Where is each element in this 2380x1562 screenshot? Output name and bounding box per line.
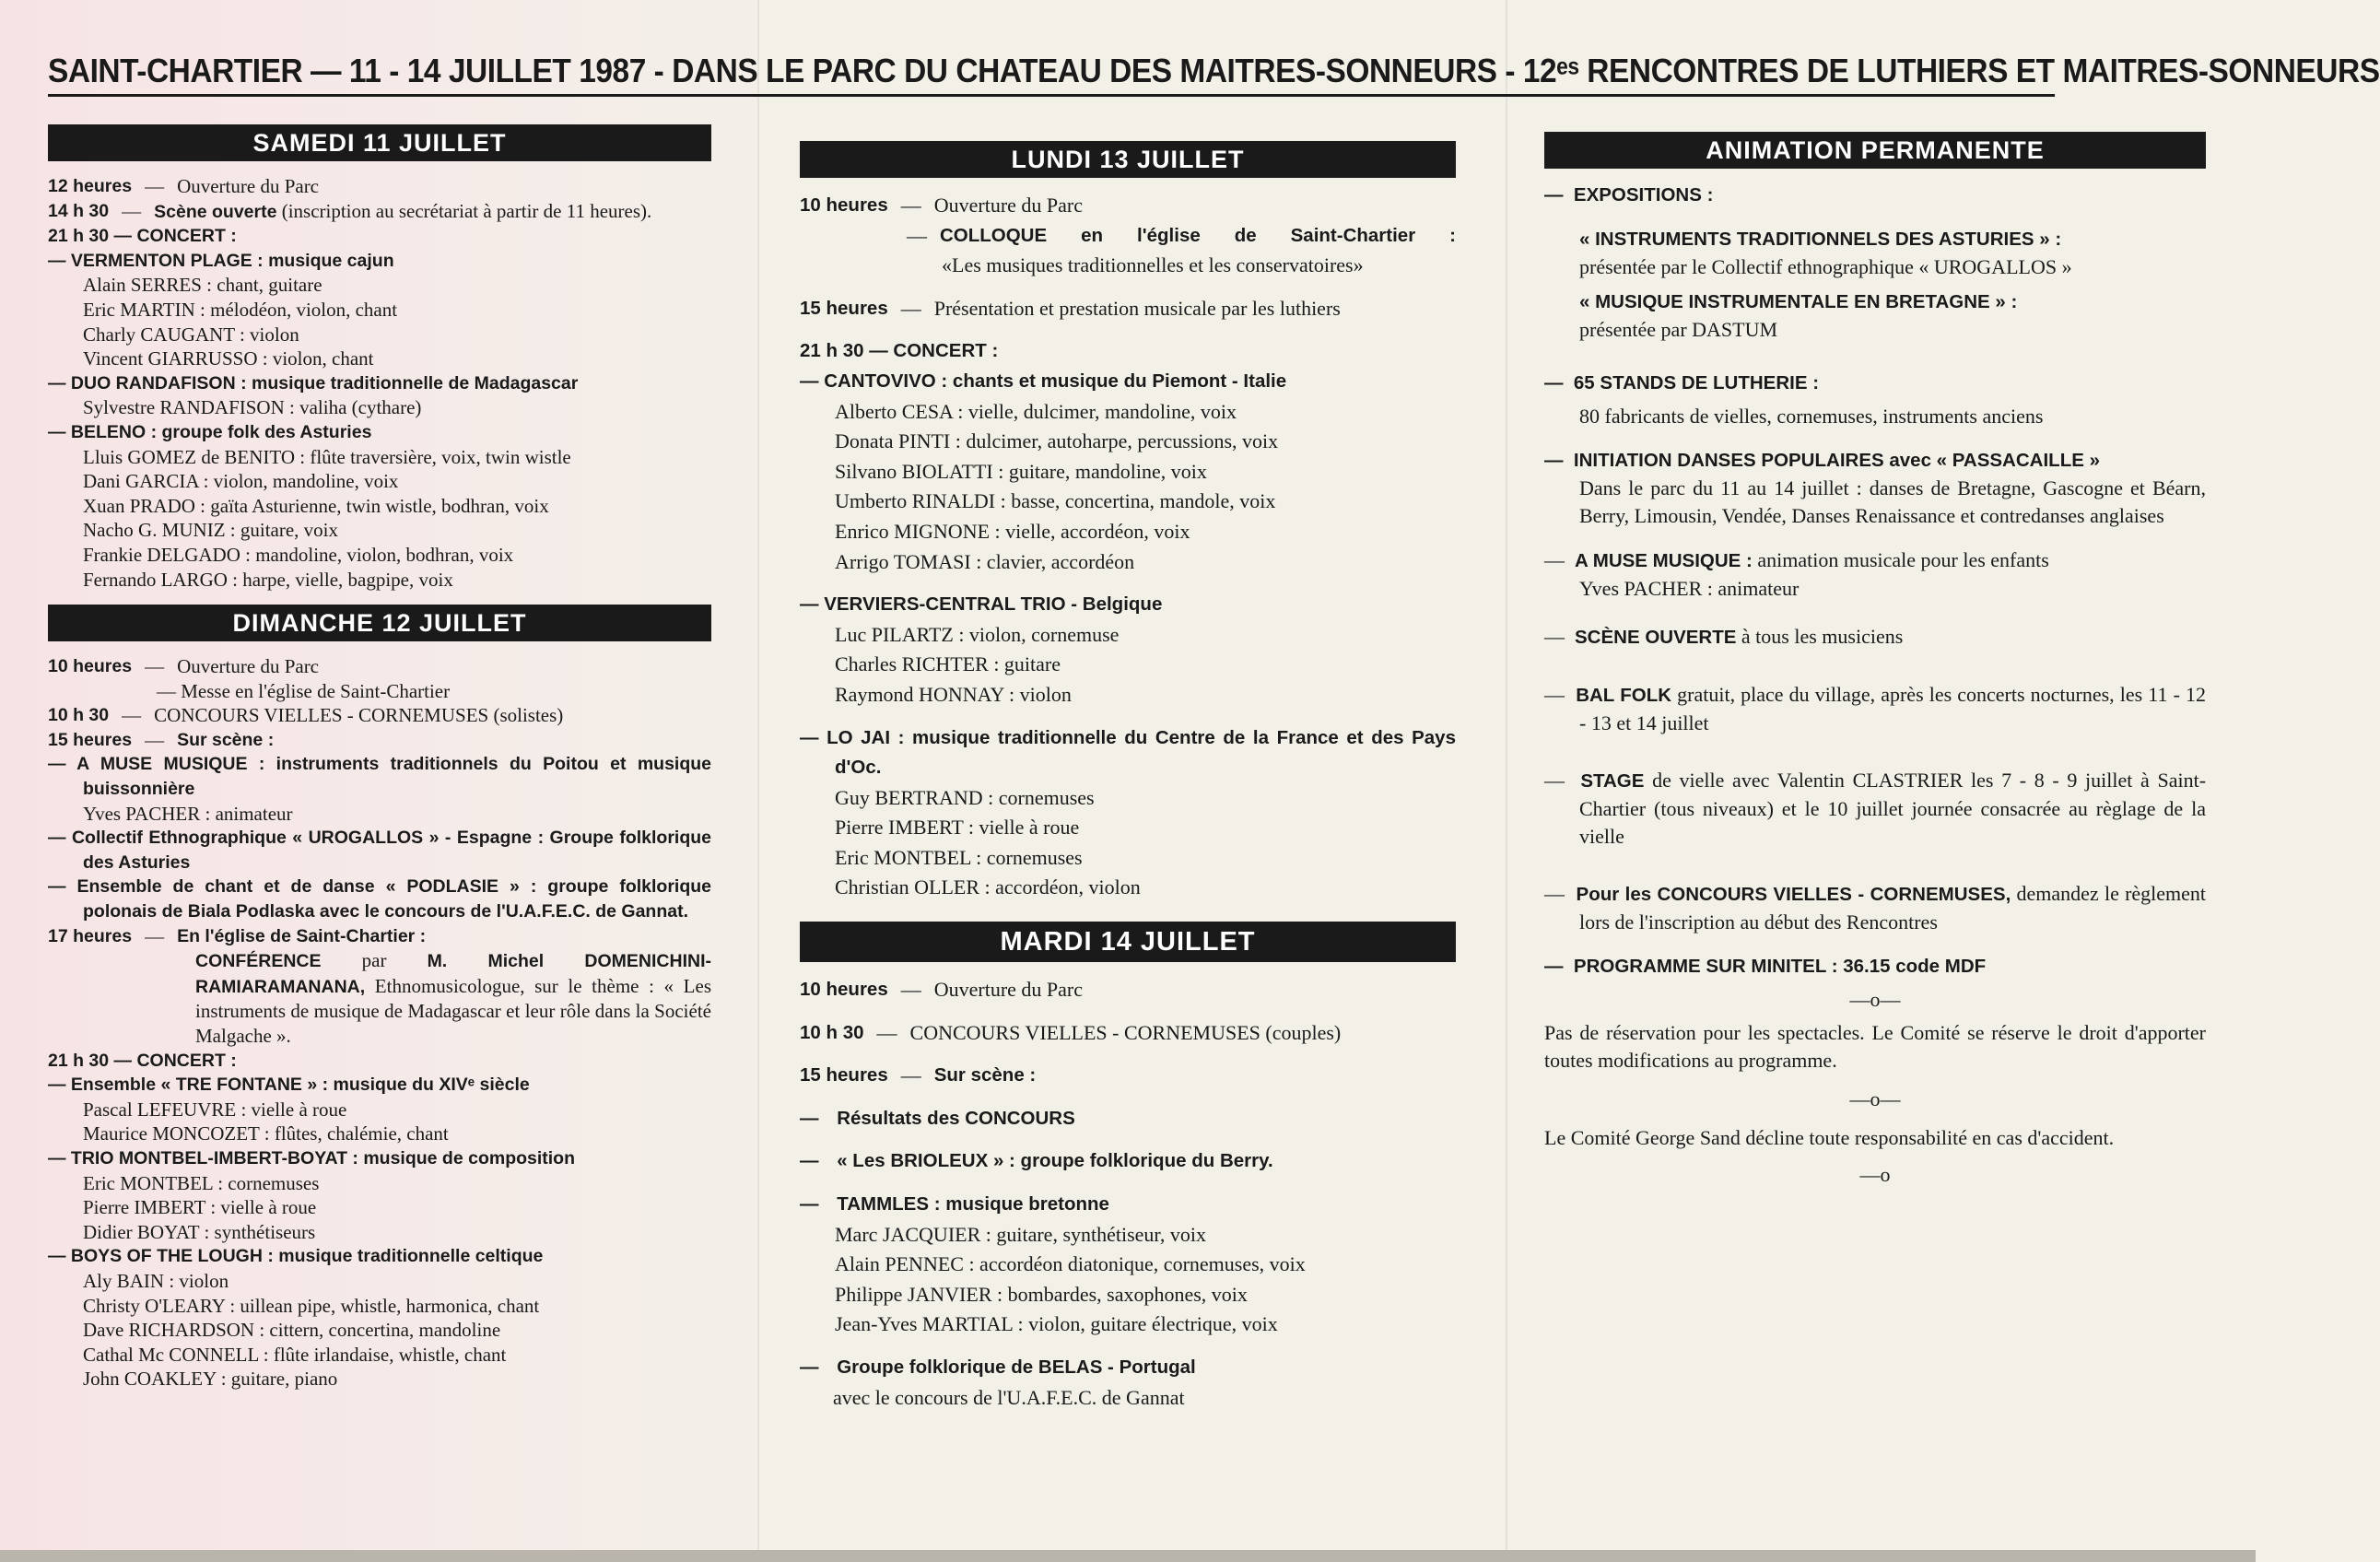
lundi-banner: LUNDI 13 JUILLET [800, 141, 1456, 178]
schedule-line: — Messe en l'église de Saint-Chartier [157, 679, 451, 702]
samedi-banner: SAMEDI 11 JUILLET [48, 124, 711, 161]
group-title: — DUO RANDAFISON : musique traditionnelle de Madagascar [48, 372, 579, 393]
group-title: — LO JAI : musique traditionnelle du Centre de la France et des Pays d'Oc. [800, 726, 1456, 779]
member: Enrico MIGNONE : vielle, accordéon, voix [835, 519, 1190, 543]
column-lundi-mardi [800, 122, 1456, 1549]
colloque: — COLLOQUE en l'église de Saint-Chartier : «Les musiques traditionnelles et les conservatoires» [907, 223, 1456, 277]
member: Jean-Yves MARTIAL : violon, guitare électrique, voix [835, 1312, 1278, 1336]
fold-line [1506, 0, 1507, 1562]
schedule-line: 15 heures — Présentation et prestation musicale par les luthiers [800, 296, 1341, 320]
column-animation [1544, 122, 2206, 1549]
member: Pascal LEFEUVRE : vielle à roue [83, 1098, 347, 1121]
member: Arrigo TOMASI : clavier, accordéon [835, 549, 1135, 573]
member: Maurice MONCOZET : flûtes, chalémie, chant [83, 1122, 449, 1145]
group-title: — TAMMLES : musique bretonne [800, 1193, 1109, 1216]
expo-title: « MUSIQUE INSTRUMENTALE EN BRETAGNE » : [1579, 291, 2018, 312]
group-title: — Résultats des CONCOURS [800, 1107, 1075, 1129]
member: Charles RICHTER : guitare [835, 652, 1061, 676]
scan-edge [0, 1550, 2256, 1562]
member: Raymond HONNAY : violon [835, 682, 1072, 706]
page-header: SAINT-CHARTIER — 11 - 14 JUILLET 1987 - DANS LE PARC DU CHATEAU DES MAITRES-SONNEURS - 12ᵉˢ RENCONTRES DE LUTHIERS ET MAITRES-SONNEURS [48, 52, 2055, 97]
member: Dani GARCIA : violon, mandoline, voix [83, 470, 399, 493]
item-text: Yves PACHER : animateur [1579, 577, 1800, 600]
member: Donata PINTI : dulcimer, autoharpe, percussions, voix [835, 429, 1279, 453]
group-title: — CANTOVIVO : chants et musique du Piemont - Italie [800, 370, 1287, 392]
group-title: — A MUSE MUSIQUE : instruments traditionnels du Poitou et musique buissonnière [48, 754, 711, 800]
member: Lluis GOMEZ de BENITO : flûte traversière, voix, twin wistle [83, 445, 571, 468]
item-heading: — EXPOSITIONS : [1544, 184, 1714, 206]
member: Guy BERTRAND : cornemuses [835, 785, 1095, 809]
item-line: — SCÈNE OUVERTE à tous les musiciens [1544, 625, 1904, 648]
member: Christy O'LEARY : uillean pipe, whistle, harmonica, chant [83, 1294, 540, 1317]
schedule-line: 10 heures — Ouverture du Parc [800, 194, 1084, 217]
schedule-line: 10 heures — Ouverture du Parc [48, 655, 320, 678]
item-heading: — 65 STANDS DE LUTHERIE : [1544, 372, 1820, 393]
member: Vincent GIARRUSSO : violon, chant [83, 347, 374, 370]
notice-text: Pas de réservation pour les spectacles. Le Comité se réserve le droit d'apporter toutes modifications au programme. [1544, 1021, 2206, 1072]
item-line: — STAGE de vielle avec Valentin CLASTRIER les 7 - 8 - 9 juillet à Saint-Chartier (tous niveaux) et le 10 juillet journée consacrée au règlage de la vielle [1544, 769, 2207, 848]
member: Pierre IMBERT : vielle à roue [83, 1196, 317, 1219]
expo-text: présentée par le Collectif ethnographique « UROGALLOS » [1579, 255, 2072, 278]
separator: —o— [1849, 988, 1901, 1011]
member: Christian OLLER : accordéon, violon [835, 875, 1141, 899]
expo-text: présentée par DASTUM [1579, 318, 1778, 341]
schedule-line: 10 h 30 — CONCOURS VIELLES - CORNEMUSES (solistes) [48, 704, 564, 727]
member: Charly CAUGANT : violon [83, 323, 299, 346]
member: Didier BOYAT : synthétiseurs [83, 1220, 316, 1243]
member: John COAKLEY : guitare, piano [83, 1368, 338, 1391]
member: Dave RICHARDSON : cittern, concertina, mandoline [83, 1319, 501, 1342]
conference-text: CONFÉRENCE par M. Michel DOMENICHINI-RAMIARAMANANA, Ethnomusicologue, sur le thème : « Les instruments de musique de Madagascar et leur rôle dans la Société Malgache ». [195, 949, 712, 1047]
member: Philippe JANVIER : bombardes, saxophones, voix [835, 1282, 1248, 1306]
schedule-line: 15 heures — Sur scène : [48, 728, 275, 751]
member: Alain PENNEC : accordéon diatonique, cornemuses, voix [835, 1252, 1306, 1276]
group-title: — Ensemble de chant et de danse « PODLASIE » : groupe folklorique polonais de Biala Podlaska avec le concours de l'U.A.F.E.C. de Gannat. [48, 876, 712, 922]
item-text: 80 fabricants de vielles, cornemuses, instruments anciens [1579, 405, 2044, 428]
member: Eric MARTIN : mélodéon, violon, chant [83, 298, 398, 321]
item-text: Dans le parc du 11 au 14 juillet : danses de Bretagne, Gascogne et Béarn, Berry, Limousin, Vendée, Danses Renaissance et contredanses anglaises [1579, 476, 2206, 527]
member: Silvano BIOLATTI : guitare, mandoline, voix [835, 459, 1207, 483]
member: Frankie DELGADO : mandoline, violon, bodhran, voix [83, 543, 514, 566]
item-line: — Pour les CONCOURS VIELLES - CORNEMUSES, demandez le règlement lors de l'inscription au début des Rencontres [1544, 882, 2207, 934]
group-title: — BOYS OF THE LOUGH : musique traditionnelle celtique [48, 1246, 544, 1267]
schedule-line: 10 heures — Ouverture du Parc [800, 978, 1084, 1002]
group-title: — VERVIERS-CENTRAL TRIO - Belgique [800, 593, 1163, 616]
group-note: avec le concours de l'U.A.F.E.C. de Gannat [833, 1385, 1185, 1409]
member: Yves PACHER : animateur [83, 802, 293, 825]
member: Alberto CESA : vielle, dulcimer, mandoline, voix [835, 399, 1237, 423]
group-title: — Collectif Ethnographique « UROGALLOS » - Espagne : Groupe folklorique des Asturies [48, 828, 712, 873]
group-title: — TRIO MONTBEL-IMBERT-BOYAT : musique de composition [48, 1147, 576, 1169]
animation-banner: ANIMATION PERMANENTE [1544, 132, 2206, 169]
column-weekend [48, 122, 711, 1549]
member: Fernando LARGO : harpe, vielle, bagpipe, voix [83, 568, 453, 591]
separator: —o [1859, 1163, 1891, 1186]
schedule-line: 14 h 30 — Scène ouverte (inscription au secrétariat à partir de 11 heures). [48, 199, 652, 222]
schedule-line: 15 heures — Sur scène : [800, 1063, 1037, 1087]
member: Umberto RINALDI : basse, concertina, mandole, voix [835, 489, 1276, 513]
expo-title: « INSTRUMENTS TRADITIONNELS DES ASTURIES » : [1579, 229, 2062, 250]
group-title: — BELENO : groupe folk des Asturies [48, 421, 372, 442]
schedule-line: 10 h 30 — CONCOURS VIELLES - CORNEMUSES (couples) [800, 1020, 1342, 1044]
separator: —o— [1849, 1087, 1901, 1110]
concert-heading: 21 h 30 — CONCERT : [48, 226, 237, 247]
group-title: — Groupe folklorique de BELAS - Portugal [800, 1356, 1196, 1378]
group-title: — VERMENTON PLAGE : musique cajun [48, 250, 394, 271]
member: Xuan PRADO : gaïta Asturienne, twin wistle, bodhran, voix [83, 494, 549, 517]
item-heading: — INITIATION DANSES POPULAIRES avec « PASSACAILLE » [1544, 450, 2100, 471]
member: Nacho G. MUNIZ : guitare, voix [83, 519, 339, 542]
member: Aly BAIN : violon [83, 1269, 229, 1292]
item-heading: — PROGRAMME SUR MINITEL : 36.15 code MDF [1544, 956, 1987, 977]
schedule-line: 17 heures — En l'église de Saint-Chartier : [48, 924, 427, 947]
dimanche-banner: DIMANCHE 12 JUILLET [48, 605, 711, 641]
member: Sylvestre RANDAFISON : valiha (cythare) [83, 396, 422, 419]
notice-text: Le Comité George Sand décline toute responsabilité en cas d'accident. [1544, 1126, 2115, 1149]
schedule-line: 12 heures — Ouverture du Parc [48, 175, 320, 197]
fold-line [757, 0, 759, 1562]
member: Cathal Mc CONNELL : flûte irlandaise, whistle, chant [83, 1343, 507, 1366]
mardi-banner: MARDI 14 JUILLET [800, 922, 1456, 962]
member: Eric MONTBEL : cornemuses [835, 845, 1083, 869]
member: Pierre IMBERT : vielle à roue [835, 816, 1080, 840]
member: Luc PILARTZ : violon, cornemuse [835, 622, 1120, 646]
group-title: — Ensemble « TRE FONTANE » : musique du XIVᵉ siècle [48, 1075, 530, 1096]
item-line: — A MUSE MUSIQUE : animation musicale pour les enfants [1544, 548, 2049, 571]
member: Alain SERRES : chant, guitare [83, 274, 322, 297]
item-line: — BAL FOLK gratuit, place du village, après les concerts nocturnes, les 11 - 12 - 13 et 14 juillet [1544, 683, 2206, 734]
concert-heading: 21 h 30 — CONCERT : [48, 1050, 237, 1071]
group-title: — « Les BRIOLEUX » : groupe folklorique du Berry. [800, 1150, 1273, 1172]
member: Marc JACQUIER : guitare, synthétiseur, voix [835, 1222, 1206, 1246]
member: Eric MONTBEL : cornemuses [83, 1171, 320, 1194]
concert-heading: 21 h 30 — CONCERT : [800, 340, 999, 362]
